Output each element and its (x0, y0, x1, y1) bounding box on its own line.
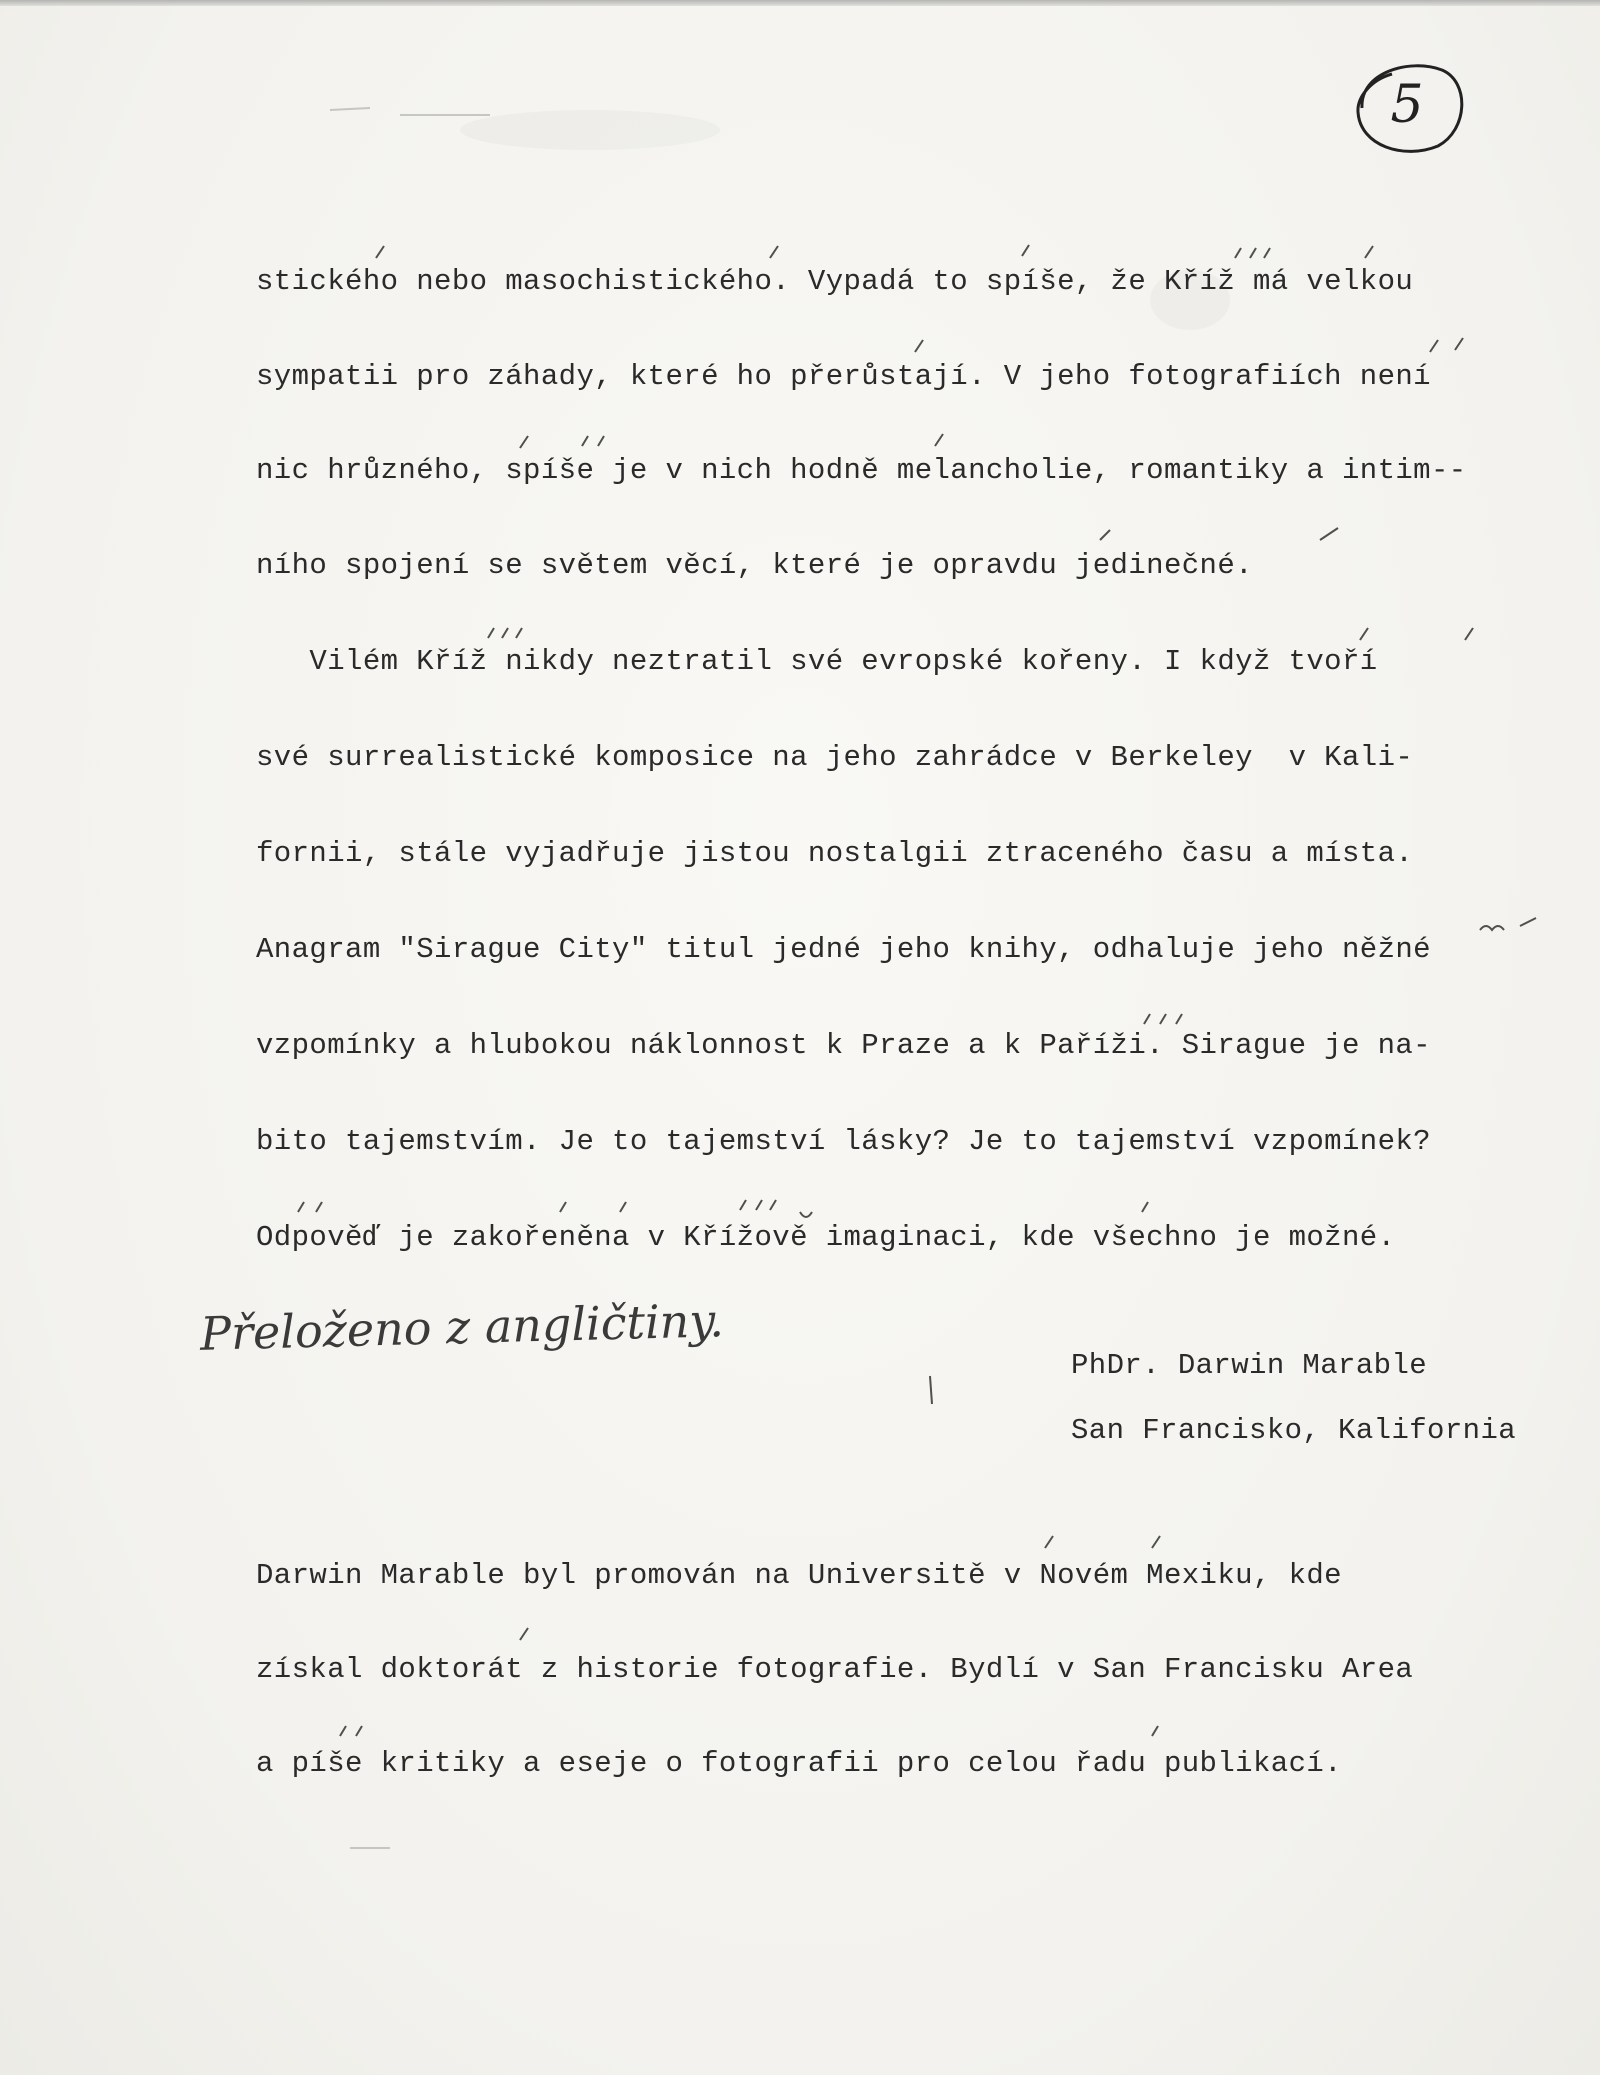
bio-line: získal doktorát z historie fotografie. Bydlí v San Francisku Area (256, 1653, 1414, 1686)
text-line: Vilém Kříž nikdy neztratil své evropské kořeny. I když tvoří (256, 645, 1378, 678)
bio-line: a píše kritiky a eseje o fotografii pro celou řadu publikací. (256, 1747, 1342, 1780)
page-number: 5 (1390, 75, 1424, 135)
text-line: vzpomínky a hlubokou náklonnost k Praze a k Paříži. Sirague je na- (256, 1029, 1431, 1062)
text-line: bito tajemstvím. Je to tajemství lásky? Je to tajemství vzpomínek? (256, 1125, 1431, 1158)
bio-line: Darwin Marable byl promován na Universitě v Novém Mexiku, kde (256, 1559, 1342, 1592)
author-name: PhDr. Darwin Marable (1071, 1349, 1428, 1382)
page-number-circle (1342, 50, 1472, 160)
text-line: fornii, stále vyjadřuje jistou nostalgii ztraceného času a místa. (256, 837, 1414, 870)
text-line: ního spojení se světem věcí, které je opravdu jedinečné. (256, 549, 1253, 582)
text-line: Odpověď je zakořeněna v Křížově imaginaci, kde všechno je možné. (256, 1221, 1396, 1254)
page-top-edge (0, 0, 1600, 6)
text-line: stického nebo masochistického. Vypadá to spíše, že Kříž má velkou (256, 265, 1414, 298)
text-line: Anagram "Sirague City" titul jedné jeho knihy, odhaluje jeho něžné (256, 933, 1431, 966)
text-line: své surrealistické komposice na jeho zahrádce v Berkeley v Kali- (256, 741, 1414, 774)
paper-smudge (460, 110, 720, 150)
handwritten-note: Přeloženo z angličtiny. (199, 1293, 725, 1361)
text-line: nic hrůzného, spíše je v nich hodně melancholie, romantiky a intim-- (256, 454, 1467, 487)
text-line: sympatii pro záhady, které ho přerůstají. V jeho fotografiích není (256, 360, 1431, 393)
author-place: San Francisko, Kalifornia (1071, 1414, 1517, 1447)
